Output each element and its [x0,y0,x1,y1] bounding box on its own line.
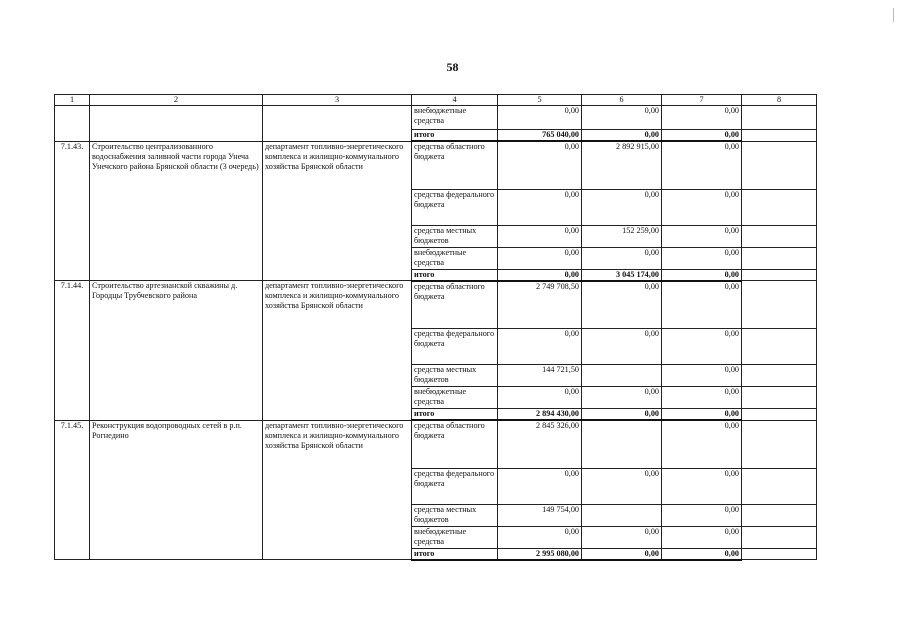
source-cell: средства областного бюджета [412,420,498,468]
empty-cell [742,387,817,409]
amount-cell [582,420,662,468]
department-cell: департамент топливно-энергетического комплекса и жилищно-коммунального хозяйства Брянской области [263,281,412,421]
amount-cell: 0,00 [662,130,742,142]
empty-cell [742,329,817,365]
amount-cell [582,365,662,387]
amount-cell: 0,00 [582,329,662,365]
scan-mark [893,8,894,22]
amount-cell: 0,00 [662,365,742,387]
source-cell: внебюджетные средства [412,387,498,409]
empty-cell [742,526,817,548]
amount-cell: 0,00 [582,468,662,504]
amount-cell: 0,00 [662,387,742,409]
source-cell: итого [412,409,498,421]
item-number-cell: 7.1.45. [55,420,90,560]
header-cell: 5 [498,95,582,106]
empty-cell [742,409,817,421]
amount-cell: 0,00 [662,281,742,329]
continuation-name-cell [90,106,263,142]
amount-cell: 0,00 [498,247,582,269]
amount-cell: 0,00 [662,106,742,130]
amount-cell: 0,00 [662,141,742,189]
amount-cell: 0,00 [662,548,742,560]
source-cell: средства областного бюджета [412,281,498,329]
amount-cell: 0,00 [498,106,582,130]
table-body [55,95,817,560]
source-cell: средства местных бюджетов [412,504,498,526]
amount-cell: 0,00 [662,225,742,247]
amount-cell: 0,00 [582,548,662,560]
continuation-dept-cell [263,106,412,142]
empty-cell [742,189,817,225]
header-cell: 2 [90,95,263,106]
amount-cell: 2 894 430,00 [498,409,582,421]
item-number-cell: 7.1.44. [55,281,90,421]
amount-cell: 0,00 [662,409,742,421]
amount-cell: 0,00 [582,526,662,548]
source-cell: средства федерального бюджета [412,189,498,225]
empty-cell [742,269,817,281]
amount-cell: 0,00 [662,504,742,526]
amount-cell: 149 754,00 [498,504,582,526]
amount-cell: 0,00 [662,329,742,365]
empty-cell [742,504,817,526]
empty-cell [742,468,817,504]
empty-cell [742,106,817,130]
amount-cell: 152 259,00 [582,225,662,247]
header-row [55,95,817,106]
header-cell: 7 [662,95,742,106]
table-row [55,141,817,189]
department-cell: департамент топливно-энергетического комплекса и жилищно-коммунального хозяйства Брянской области [263,420,412,560]
amount-cell [582,504,662,526]
amount-cell: 0,00 [662,269,742,281]
department-cell: департамент топливно-энергетического комплекса и жилищно-коммунального хозяйства Брянской области [263,141,412,281]
source-cell: средства федерального бюджета [412,329,498,365]
source-cell: итого [412,269,498,281]
amount-cell: 0,00 [582,106,662,130]
header-cell: 3 [263,95,412,106]
empty-cell [742,225,817,247]
amount-cell: 0,00 [498,225,582,247]
amount-cell: 0,00 [498,141,582,189]
header-cell: 6 [582,95,662,106]
item-name-cell: Строительство централизованного водоснабжения заливной части города Унеча Унечского района Брянской области (3 очередь) [90,141,263,281]
amount-cell: 765 040,00 [498,130,582,142]
source-cell: средства федерального бюджета [412,468,498,504]
source-cell: средства местных бюджетов [412,225,498,247]
amount-cell: 144 721,50 [498,365,582,387]
amount-cell: 0,00 [582,130,662,142]
source-cell: итого [412,548,498,560]
amount-cell: 0,00 [582,387,662,409]
item-name-cell: Реконструкция водопроводных сетей в р.п. Рогнедино [90,420,263,560]
amount-cell: 0,00 [498,526,582,548]
amount-cell: 0,00 [662,468,742,504]
amount-cell: 3 045 174,00 [582,269,662,281]
source-cell: внебюджетные средства [412,526,498,548]
amount-cell: 0,00 [662,189,742,225]
header-cell: 8 [742,95,817,106]
amount-cell: 0,00 [582,247,662,269]
continuation-num-cell [55,106,90,142]
header-cell: 1 [55,95,90,106]
amount-cell: 0,00 [582,409,662,421]
empty-cell [742,130,817,142]
amount-cell: 2 749 708,50 [498,281,582,329]
item-name-cell: Строительство артезианской скважины д. Городцы Трубчевского района [90,281,263,421]
amount-cell: 0,00 [498,269,582,281]
source-cell: внебюджетные средства [412,247,498,269]
empty-cell [742,420,817,468]
source-cell: средства областного бюджета [412,141,498,189]
source-cell: средства местных бюджетов [412,365,498,387]
amount-cell: 0,00 [662,247,742,269]
source-cell: итого [412,130,498,142]
amount-cell: 0,00 [498,189,582,225]
header-cell: 4 [412,95,498,106]
amount-cell: 0,00 [498,468,582,504]
empty-cell [742,548,817,560]
page-number: 58 [446,60,459,74]
empty-cell [742,281,817,329]
amount-cell: 0,00 [582,281,662,329]
amount-cell: 2 845 326,00 [498,420,582,468]
amount-cell: 0,00 [498,387,582,409]
amount-cell: 0,00 [662,420,742,468]
budget-table [54,94,817,561]
table-row [55,420,817,468]
amount-cell: 0,00 [582,189,662,225]
amount-cell: 0,00 [662,526,742,548]
empty-cell [742,365,817,387]
empty-cell [742,247,817,269]
item-number-cell: 7.1.43. [55,141,90,281]
empty-cell [742,141,817,189]
amount-cell: 0,00 [498,329,582,365]
source-cell: внебюджетные средства [412,106,498,130]
amount-cell: 2 892 915,00 [582,141,662,189]
table-row [55,106,817,130]
table-row [55,281,817,329]
amount-cell: 2 995 080,00 [498,548,582,560]
